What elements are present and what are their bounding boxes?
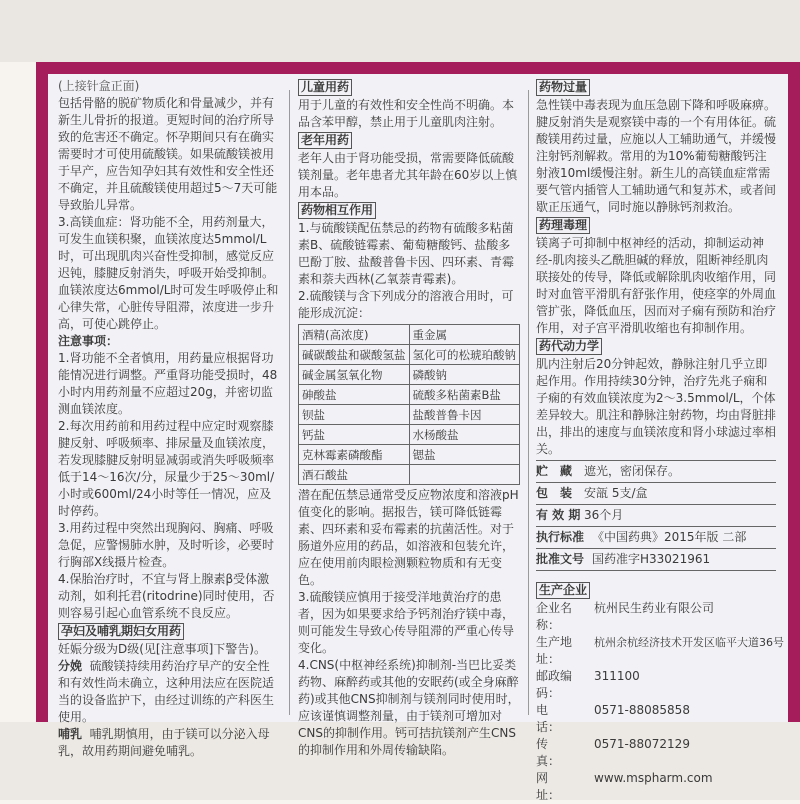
- package-value: 安瓿 5支/盒: [584, 486, 648, 500]
- continuation-note: (上接针盒正面): [58, 79, 140, 93]
- paragraph: 镁离子可抑制中枢神经的活动，抑制运动神经-肌肉接头乙酰胆碱的释放，阻断神经肌肉联接处的传导，降低或解除肌肉收缩作用，同时对血管平滑肌有舒张作用，使痉挛的外周血管扩张，降低血压，因而对子痫有预防和治疗作用，对子宫平滑肌收缩也有抑制作用。: [536, 236, 777, 335]
- phone-label: 电 话：: [536, 703, 573, 734]
- section-heading-children: 儿童用药: [298, 79, 352, 96]
- paragraph: 妊娠分级为D级(见[注意事项]下警告)。: [58, 642, 266, 656]
- validity-row: [536, 507, 776, 524]
- divider: [536, 482, 776, 483]
- section-heading-pharmacokinetics: 药代动力学: [536, 338, 602, 355]
- table-row: [299, 385, 520, 405]
- storage-value: 遮光，密闭保存。: [584, 464, 681, 478]
- precaution-item: 4.保胎治疗时，不宜与肾上腺素β受体激动剂，如利托君(ritodrine)同时使用，否则容易引起心血管系统不良反应。: [58, 572, 275, 620]
- website-value: www.mspharm.com: [594, 771, 713, 785]
- approval-value: 国药准字H33021961: [592, 552, 711, 566]
- table-cell: 碱碳酸盐和碳酸氢盐: [299, 345, 410, 365]
- company-value: 杭州民生药业有限公司: [594, 601, 715, 615]
- precaution-item: 3.用药过程中突然出现胸闷、胸痛、呼吸急促，应警惕肺水肿，及时听诊，必要时行胸部X线摄片检查。: [58, 521, 275, 569]
- section-heading-overdose: 药物过量: [536, 79, 590, 96]
- table-cell: 酒石酸盐: [299, 465, 410, 485]
- table-cell: 碱金属氢氧化物: [299, 365, 410, 385]
- paragraph: 包括骨骼的脱矿物质化和骨量减少，并有新生儿骨折的报道。更短时间的治疗所导致的危害还不确定。怀孕期间只有在确实需要时才可使用硫酸镁。如果硫酸镁被用于早产，应告知孕妇其有效性和安全性还不确定，并且硫酸镁使用超过5～7天可能导致胎儿异常。: [58, 96, 278, 212]
- package-label: 包 装: [536, 486, 573, 500]
- zip-label: 邮政编码：: [536, 669, 573, 700]
- storage-label: 贮 藏: [536, 464, 573, 478]
- zip-row: [536, 668, 776, 702]
- divider: [536, 504, 776, 505]
- table-cell: 克林霉素磷酸酯: [299, 445, 410, 465]
- paragraph: 2.硫酸镁与含下列成分的溶液合用时，可能形成沉淀：: [298, 289, 514, 320]
- paragraph: 肌内注射后20分钟起效，静脉注射几乎立即起作用。作用持续30分钟，治疗先兆子痫和子痫的有效血镁浓度为2～3.5mmol/L，个体差异较大。肌注和静脉注射药物，均由肾脏排出，排出的速度与血镁浓度和肾小球滤过率相关。: [536, 357, 777, 456]
- divider: [536, 570, 776, 571]
- section-heading-elderly: 老年用药: [298, 132, 352, 149]
- address-row: [536, 634, 784, 668]
- approval-label: 批准文号: [536, 552, 585, 566]
- incompatibility-table: [298, 324, 520, 485]
- table-cell: 盐酸普鲁卡因: [409, 405, 520, 425]
- section-heading-precautions: 注意事项：: [58, 334, 119, 348]
- phone-value: 0571-88085858: [594, 703, 690, 717]
- table-cell: 锶盐: [409, 445, 520, 465]
- labor-text: 硫酸镁持续用药治疗早产的安全性和有效性尚未确立，这种用法应在医院适当的设备监护下，由经过训练的产科医生使用。: [58, 659, 275, 724]
- divider: [536, 460, 776, 461]
- divider: [536, 548, 776, 549]
- paragraph: 4.CNS(中枢神经系统)抑制剂-当巴比妥类药物、麻醉药或其他的安眠药(或全身麻醉药)或其他CNS抑制剂与镁剂同时使用时，应该谨慎调整剂量，由于镁剂可增加对CNS的抑制作用。钙可拮抗镁剂产生CNS的抑制作用和外周传输缺陷。: [298, 658, 520, 757]
- table-cell: 钙盐: [299, 425, 410, 445]
- table-row: [299, 465, 520, 485]
- address-value: 杭州余杭经济技术开发区临平大道36号: [594, 636, 784, 649]
- fax-label: 传 真：: [536, 737, 573, 768]
- paragraph: 潜在配伍禁忌通常受反应物浓度和溶液pH值变化的影响。据报告，镁可降低链霉素、四环素和妥布霉素的抗菌活性。对于肠道外应用的药品，如溶液和包装允许，应在使用前肉眼检测颗粒物质和有无变色。: [298, 488, 519, 587]
- table-cell: 氢化可的松琥珀酸钠: [409, 345, 520, 365]
- table-row: [299, 365, 520, 385]
- website-label: 网 址：: [536, 771, 573, 802]
- table-cell: 硫酸多粘菌素B盐: [409, 385, 520, 405]
- precaution-item: 1.肾功能不全者慎用，用药量应根据肾功能情况进行调整。严重肾功能受损时，48小时内用药剂量不应超过20g，并密切监测血镁浓度。: [58, 351, 278, 416]
- section-heading-pharmacology: 药理毒理: [536, 217, 590, 234]
- paragraph-labor: [58, 658, 280, 726]
- column-right: [536, 78, 784, 804]
- approval-row: [536, 551, 776, 568]
- paragraph: 老年人由于肾功能受损，常需要降低硫酸镁剂量。老年患者尤其年龄在60岁以上慎用本品。: [298, 151, 518, 199]
- table-cell: [409, 465, 520, 485]
- section-heading-interactions: 药物相互作用: [298, 202, 376, 219]
- column-divider: [289, 90, 290, 715]
- standard-label: 执行标准: [536, 530, 585, 544]
- column-divider: [528, 90, 529, 715]
- column-left: [58, 78, 280, 760]
- section-heading-pregnancy: 孕妇及哺乳期妇女用药: [58, 623, 184, 640]
- table-row: [299, 445, 520, 465]
- table-row: [299, 425, 520, 445]
- table-cell: 钡盐: [299, 405, 410, 425]
- table-cell: 酒精(高浓度): [299, 325, 410, 345]
- company-label: 企业名称：: [536, 601, 573, 632]
- storage-row: [536, 463, 776, 480]
- package-row: [536, 485, 776, 502]
- background-top: [0, 0, 800, 62]
- paragraph: 急性镁中毒表现为血压急剧下降和呼吸麻痹。腱反射消失是观察镁中毒的一个有用体征。硫酸镁用药过量，应施以人工辅助通气，并缓慢注射钙剂解救。常用的为10%葡萄糖酸钙注射液10ml缓慢注射。新生儿的高镁血症常需要气管内插管人工辅助通气和复苏术，或者间歇正压通气，同时施以静脉钙剂救治。: [536, 98, 777, 214]
- fax-value: 0571-88072129: [594, 737, 690, 751]
- nursing-text: 哺乳期慎用，由于镁可以分泌入母乳，故用药期间避免哺乳。: [58, 727, 270, 758]
- paragraph: 3.高镁血症：肾功能不全，用药剂量大，可发生血镁积聚，血镁浓度达5mmol/L时，可出现肌肉兴奋性受抑制，感觉反应迟钝，膝腱反射消失，呼吸开始受抑制。血镁浓度达6mmol/L时可发生呼吸停止和心律失常，心脏传导阻滞，浓度进一步升高，可使心跳停止。: [58, 215, 279, 331]
- labor-label: 分娩: [58, 659, 83, 673]
- table-cell: 砷酸盐: [299, 385, 410, 405]
- website-row: [536, 770, 776, 804]
- standard-value: 《中国药典》2015年版 二部: [592, 530, 747, 544]
- table-row: [299, 345, 520, 365]
- standard-row: [536, 529, 776, 546]
- table-row: [299, 325, 520, 345]
- validity-label: 有 效 期: [536, 508, 581, 522]
- divider: [536, 526, 776, 527]
- zip-value: 311100: [594, 669, 640, 683]
- phone-row: [536, 702, 776, 736]
- nursing-label: 哺乳: [58, 727, 83, 741]
- paragraph-nursing: [58, 726, 280, 760]
- address-label: 生产地址：: [536, 635, 573, 666]
- paragraph: 1.与硫酸镁配伍禁忌的药物有硫酸多粘菌素B、硫酸链霉素、葡萄糖酸钙、盐酸多巴酚丁胺、盐酸普鲁卡因、四环素、青霉素和萘夫西林(乙氧萘青霉素)。: [298, 221, 515, 286]
- table-cell: 重金属: [409, 325, 520, 345]
- fax-row: [536, 736, 776, 770]
- column-middle: [298, 78, 520, 759]
- table-row: [299, 405, 520, 425]
- table-cell: 水杨酸盐: [409, 425, 520, 445]
- paragraph: 用于儿童的有效性和安全性尚不明确。本品含苯甲醇，禁止用于儿童肌肉注射。: [298, 98, 515, 129]
- section-heading-manufacturer: 生产企业: [536, 582, 590, 599]
- paragraph: 3.硫酸镁应慎用于接受洋地黄治疗的患者，因为如果要求给予钙剂治疗镁中毒，则可能发生导致心传导阻滞的严重心传导变化。: [298, 590, 515, 655]
- precaution-item: 2.每次用药前和用药过程中应定时观察膝腱反射、呼吸频率、排尿量及血镁浓度，若发现膝腱反射明显减弱或消失呼吸频率低于14～16次/分，尿量少于25～30ml/小时或600ml/24小时等任一情况，应及时停药。: [58, 419, 275, 518]
- company-row: [536, 600, 776, 634]
- table-cell: 磷酸钠: [409, 365, 520, 385]
- validity-value: 36个月: [584, 508, 624, 522]
